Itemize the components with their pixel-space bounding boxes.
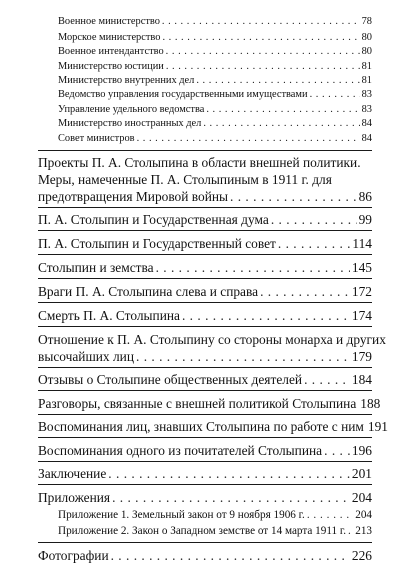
toc-entry-page: 86 — [358, 189, 372, 204]
toc-entry-title: Министерство иностранных дел — [58, 118, 202, 129]
toc-entry-chapter — [38, 190, 372, 203]
toc-entry-title: Военное министерство — [58, 16, 160, 27]
divider — [38, 278, 372, 279]
dot-leader — [182, 309, 350, 322]
toc-entry-page: 204 — [355, 509, 372, 521]
dot-leader — [166, 62, 360, 72]
toc-entry-sub — [58, 90, 372, 100]
toc-entry-sub — [58, 105, 372, 115]
dot-leader — [136, 350, 350, 363]
toc-entry-page: 188 — [360, 396, 381, 411]
toc-entry-title: Министерство внутренних дел — [58, 75, 195, 86]
divider — [38, 484, 372, 485]
toc-entry-page: 84 — [361, 133, 372, 144]
toc-entry-page: 184 — [351, 372, 372, 387]
divider — [38, 230, 372, 231]
toc-entry-chapter — [38, 237, 372, 250]
toc-entry-page: 83 — [361, 104, 372, 115]
toc-entry-page: 172 — [351, 284, 372, 299]
toc-entry-title: П. А. Столыпин и Государственная дума — [38, 212, 269, 227]
toc-entry-title: Приложение 1. Земельный закон от 9 ноября 1906 г. — [58, 509, 305, 521]
divider — [38, 254, 372, 255]
divider — [38, 207, 372, 208]
toc-entry-chapter — [38, 373, 372, 386]
toc-entry-appendix — [58, 510, 372, 521]
toc-entry-chapter — [38, 350, 372, 363]
dot-leader — [307, 510, 353, 521]
toc-entry-title: Морское министерство — [58, 32, 161, 43]
dot-leader — [310, 90, 360, 100]
toc-entry-title: Приложение 2. Закон о Западном земстве от 14 марта 1911 г. — [58, 525, 347, 537]
toc-entry-page: 99 — [358, 212, 372, 227]
dot-leader — [260, 285, 350, 298]
toc-entry-chapter — [38, 396, 381, 411]
toc-entry-chapter — [38, 261, 372, 274]
dot-leader — [108, 467, 350, 480]
toc-entry-page: 84 — [361, 118, 372, 129]
toc-entry-page: 114 — [352, 236, 372, 251]
toc-entry-chapter — [38, 467, 372, 480]
toc-entry-title: Столыпин и земства — [38, 260, 154, 275]
toc-entry-page: 204 — [351, 490, 372, 505]
divider — [38, 437, 372, 438]
toc-entry-sub — [58, 17, 372, 27]
toc-entry-title: Военное интендантство — [58, 46, 164, 57]
toc-entry-chapter — [38, 285, 372, 298]
toc-entry-title: Приложения — [38, 490, 111, 505]
toc-entry-chapter — [38, 491, 372, 504]
divider — [38, 326, 372, 327]
toc-entry-title: Воспоминания лиц, знавших Столыпина по работе с ним — [38, 419, 364, 434]
toc-entry-page: 213 — [355, 525, 372, 537]
toc-entry-chapter — [38, 549, 372, 562]
divider — [38, 542, 372, 543]
toc-entry-title: Воспоминания одного из почитателей Столыпина — [38, 443, 323, 458]
divider — [38, 302, 372, 303]
dot-leader — [196, 76, 359, 86]
toc-entry-title: Фотографии — [38, 548, 109, 563]
toc-entry-title: Ведомство управления государственными имуществами — [58, 89, 308, 100]
dot-leader — [348, 526, 353, 537]
toc-entry-title: Отзывы о Столыпине общественных деятелей — [38, 372, 303, 387]
dot-leader — [137, 134, 360, 144]
toc-entry-page: 80 — [361, 46, 372, 57]
toc-entry-sub — [58, 62, 372, 72]
dot-leader — [230, 190, 357, 203]
toc-entry-title: Смерть П. А. Столыпина — [38, 308, 180, 323]
toc-entry-page: 191 — [367, 419, 388, 434]
toc-entry-title-line: Отношение к П. А. Столыпину со стороны монарха и других — [38, 332, 386, 347]
divider — [38, 390, 372, 391]
toc-entry-title: П. А. Столыпин и Государственный совет — [38, 236, 276, 251]
toc-entry-appendix — [58, 526, 372, 537]
toc-entry-sub — [58, 134, 372, 144]
dot-leader — [111, 549, 350, 562]
toc-entry-chapter — [38, 309, 372, 322]
toc-entry-page: 145 — [351, 260, 372, 275]
divider — [38, 367, 372, 368]
toc-entry-title: предотвращения Мировой войны — [38, 189, 229, 204]
toc-entry-page: 81 — [361, 75, 372, 86]
dot-leader — [162, 17, 360, 27]
toc-entry-sub — [58, 33, 372, 43]
toc-entry-title: высочайших лиц — [38, 349, 134, 364]
toc-entry-title: Заключение — [38, 466, 107, 481]
dot-leader — [112, 491, 350, 504]
dot-leader — [271, 213, 357, 226]
dot-leader — [206, 105, 359, 115]
dot-leader — [278, 237, 351, 250]
toc-entry-page: 83 — [361, 89, 372, 100]
toc-entry-sub — [58, 47, 372, 57]
divider — [38, 414, 372, 415]
toc-entry-page: 179 — [351, 349, 372, 364]
divider — [38, 461, 372, 462]
toc-entry-title: Министерство юстиции — [58, 61, 164, 72]
dot-leader — [162, 33, 359, 43]
toc-entry-title: Совет министров — [58, 133, 135, 144]
toc-entry-chapter — [38, 419, 388, 434]
dot-leader — [156, 261, 350, 274]
toc-entry-title: Разговоры, связанные с внешней политикой Столыпина — [38, 396, 357, 411]
dot-leader — [324, 444, 350, 457]
toc-entry-chapter — [38, 213, 372, 226]
toc-entry-sub — [58, 119, 372, 129]
toc-entry-sub — [58, 76, 372, 86]
toc-entry-page: 174 — [351, 308, 372, 323]
toc-entry-title: Враги П. А. Столыпина слева и справа — [38, 284, 259, 299]
toc-entry-title-line: Проекты П. А. Столыпина в области внешней политики. — [38, 155, 361, 170]
toc-entry-page: 226 — [351, 548, 372, 563]
toc-entry-page: 80 — [361, 32, 372, 43]
toc-entry-page: 78 — [361, 16, 372, 27]
toc-entry-page: 196 — [351, 443, 372, 458]
dot-leader — [304, 373, 350, 386]
toc-entry-page: 201 — [351, 466, 372, 481]
divider — [38, 150, 372, 151]
toc-entry-chapter — [38, 444, 372, 457]
toc-entry-page: 81 — [361, 61, 372, 72]
dot-leader — [166, 47, 360, 57]
toc-entry-title-line: Меры, намеченные П. А. Столыпиным в 1911 г. для — [38, 172, 332, 187]
dot-leader — [203, 119, 359, 129]
toc-entry-title: Управление удельного ведомства — [58, 104, 205, 115]
